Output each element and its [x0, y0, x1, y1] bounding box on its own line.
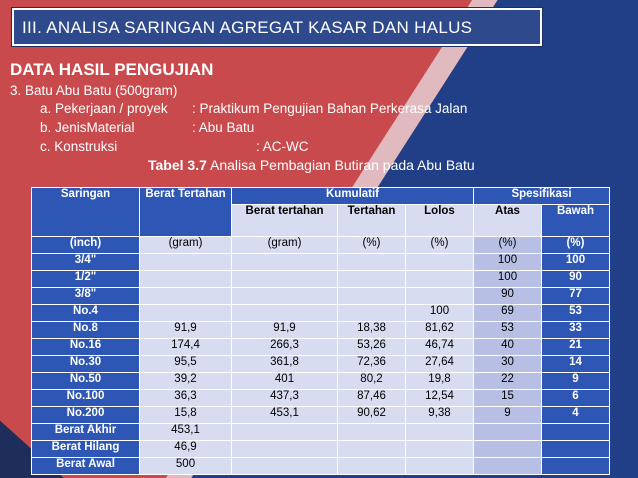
table-cell: [406, 441, 474, 458]
table-cell: 91,9: [140, 322, 232, 339]
sub-b-key: b. JenisMaterial: [40, 120, 135, 135]
table-row: [32, 339, 610, 356]
table-cell: 33: [542, 322, 610, 339]
table-cell: [542, 458, 610, 475]
header-spesifikasi: Spesifikasi: [474, 188, 610, 205]
sub-c-key: c. Konstruksi: [40, 139, 118, 154]
table-cell: [232, 441, 338, 458]
table-cell: 15: [474, 390, 542, 407]
table-cell: 401: [232, 373, 338, 390]
slide-title-box: [12, 8, 542, 46]
table-cell: 30: [474, 356, 542, 373]
table-cell: 453,1: [140, 424, 232, 441]
table-cell: 27,64: [406, 356, 474, 373]
sieve-label: (inch): [32, 237, 140, 254]
header-atas: Atas: [474, 205, 542, 237]
header-berat-tertahan: Berat Tertahan: [140, 188, 232, 237]
sieve-label: No.200: [32, 407, 140, 424]
table-cell: [140, 271, 232, 288]
table-cell: 500: [140, 458, 232, 475]
table-cell: 174,4: [140, 339, 232, 356]
sub-c-value: : AC-WC: [256, 139, 309, 154]
summary-row: [32, 441, 610, 458]
table-cell: [232, 305, 338, 322]
header-kumulatif: Kumulatif: [232, 188, 474, 205]
sieve-analysis-table: [31, 187, 610, 475]
table-cell: [474, 424, 542, 441]
table-row: [32, 390, 610, 407]
table-cell: 95,5: [140, 356, 232, 373]
table-cell: 90: [542, 271, 610, 288]
table-cell: [338, 288, 406, 305]
table-cell: [406, 254, 474, 271]
table-cell: [338, 254, 406, 271]
table-cell: [338, 424, 406, 441]
table-cell: 15,8: [140, 407, 232, 424]
summary-label: Berat Awal: [32, 458, 140, 475]
table-caption: [148, 157, 475, 173]
table-cell: [232, 271, 338, 288]
table-row: [32, 271, 610, 288]
table-row: [32, 373, 610, 390]
table-cell: 80,2: [338, 373, 406, 390]
item-3: 3. Batu Abu Batu (500gram): [10, 83, 178, 98]
sieve-label: 3/4": [32, 254, 140, 271]
table-cell: 361,8: [232, 356, 338, 373]
table-cell: (gram): [232, 237, 338, 254]
table-cell: 100: [474, 271, 542, 288]
table-cell: 22: [474, 373, 542, 390]
table-cell: [140, 288, 232, 305]
table-cell: 69: [474, 305, 542, 322]
table-cell: [542, 424, 610, 441]
sieve-label: 1/2": [32, 271, 140, 288]
table-cell: 87,46: [338, 390, 406, 407]
table-cell: [338, 271, 406, 288]
table-cell: [140, 305, 232, 322]
sieve-label: 3/8": [32, 288, 140, 305]
table-cell: [232, 458, 338, 475]
table-cell: 19,8: [406, 373, 474, 390]
table-cell: (%): [406, 237, 474, 254]
sieve-label: No.30: [32, 356, 140, 373]
slide-title: III. ANALISA SARINGAN AGREGAT KASAR DAN HALUS: [22, 18, 473, 37]
table-cell: 437,3: [232, 390, 338, 407]
sub-a-key: a. Pekerjaan / proyek: [40, 101, 168, 116]
table-row: [32, 288, 610, 305]
table-cell: 46,74: [406, 339, 474, 356]
table-cell: [406, 288, 474, 305]
table-cell: 21: [542, 339, 610, 356]
sieve-label: No.4: [32, 305, 140, 322]
table-cell: [338, 441, 406, 458]
table-cell: 453,1: [232, 407, 338, 424]
table-cell: [232, 254, 338, 271]
caption-number: Tabel 3.7: [148, 157, 207, 173]
sieve-label: No.8: [32, 322, 140, 339]
table-body: [32, 237, 610, 475]
table-cell: [232, 424, 338, 441]
table-cell: [406, 271, 474, 288]
header-kum-lolos: Lolos: [406, 205, 474, 237]
header-bawah: Bawah: [542, 205, 610, 237]
table-cell: (gram): [140, 237, 232, 254]
table-cell: 6: [542, 390, 610, 407]
table-cell: 90: [474, 288, 542, 305]
table-cell: 18,38: [338, 322, 406, 339]
table-cell: 100: [474, 254, 542, 271]
table-cell: 81,62: [406, 322, 474, 339]
table-cell: 100: [542, 254, 610, 271]
table-cell: [406, 424, 474, 441]
table-cell: 53: [474, 322, 542, 339]
table-cell: [338, 458, 406, 475]
table-cell: 14: [542, 356, 610, 373]
caption-text: Analisa Pembagian Butiran pada Abu Batu: [206, 157, 475, 173]
sub-a-value: : Praktikum Pengujian Bahan Perkerasa Jalan: [192, 101, 468, 116]
header-kum-tertahan: Tertahan: [338, 205, 406, 237]
table-cell: (%): [542, 237, 610, 254]
table-cell: 77: [542, 288, 610, 305]
sieve-label: No.100: [32, 390, 140, 407]
table-cell: 53,26: [338, 339, 406, 356]
table-cell: 36,3: [140, 390, 232, 407]
table-cell: 46,9: [140, 441, 232, 458]
table-row: [32, 356, 610, 373]
table-cell: (%): [338, 237, 406, 254]
table-cell: 39,2: [140, 373, 232, 390]
sub-b-value: : Abu Batu: [192, 120, 255, 135]
sieve-label: No.50: [32, 373, 140, 390]
table-cell: [338, 305, 406, 322]
summary-row: [32, 458, 610, 475]
table-cell: [406, 458, 474, 475]
table-cell: 72,36: [338, 356, 406, 373]
table-cell: 91,9: [232, 322, 338, 339]
table-cell: 12,54: [406, 390, 474, 407]
table-cell: 9,38: [406, 407, 474, 424]
summary-label: Berat Hilang: [32, 441, 140, 458]
table-cell: (%): [474, 237, 542, 254]
table-cell: [140, 254, 232, 271]
table-row: [32, 407, 610, 424]
table-cell: 100: [406, 305, 474, 322]
table-cell: 9: [474, 407, 542, 424]
units-row: [32, 237, 610, 254]
table-cell: 4: [542, 407, 610, 424]
sieve-label: No.16: [32, 339, 140, 356]
table-cell: 53: [542, 305, 610, 322]
summary-label: Berat Akhir: [32, 424, 140, 441]
table-row: [32, 322, 610, 339]
table-cell: 9: [542, 373, 610, 390]
table-cell: [232, 288, 338, 305]
table-cell: [542, 441, 610, 458]
table-cell: [474, 458, 542, 475]
header-saringan: Saringan: [32, 188, 140, 237]
table-cell: [474, 441, 542, 458]
section-heading: DATA HASIL PENGUJIAN: [10, 60, 214, 79]
table-cell: 90,62: [338, 407, 406, 424]
table-cell: 266,3: [232, 339, 338, 356]
header-kum-berat-tertahan: Berat tertahan: [232, 205, 338, 237]
table-row: [32, 305, 610, 322]
summary-row: [32, 424, 610, 441]
table-row: [32, 254, 610, 271]
table-cell: 40: [474, 339, 542, 356]
